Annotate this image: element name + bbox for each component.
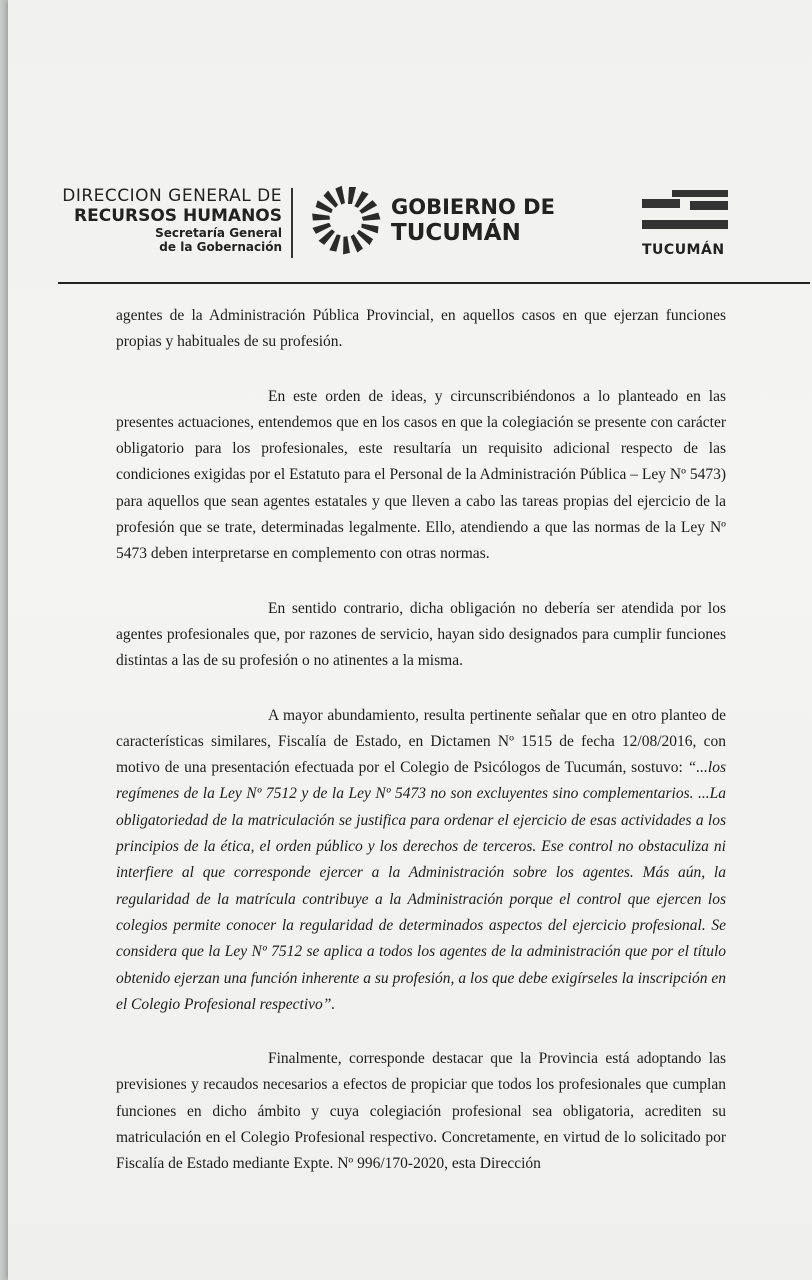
quoted-opinion: “...los regímenes de la Ley Nº 7512 y de la Ley Nº 5473 no son excluyentes sino complementarios. ...La obligatoriedad de la matriculación se justifica para ordenar el ejercicio de esas actividades a los principios de la ética, el orden público y los derechos de terceros. Ese control no obstaculiza ni interfiere al que corresponde ejercer a la Administración sobre los agentes. Más aún, la regularidad de la matrícula contribuye a la Administración porque el control que ejercen los colegios permite conocer la regularidad de determinados aspectos del ejercicio profesional. Se considera que la Ley Nº 7512 se aplica a todos los agentes de la administración que por el título obtenido ejerzan una función inherente a su profesión, a los que debe exigírseles la inscripción en el Colegio Profesional respectivo”. <box>116 759 726 1013</box>
paragraph-1: agentes de la Administración Pública Provincial, en aquellos casos en que ejerzan funciones propias y habituales de su profesión. <box>116 307 726 351</box>
dept-line3: Secretaría General <box>155 226 282 240</box>
paragraph-4-intro: A mayor abundamiento, resulta pertinente señalar que en otro planteo de características similares, Fiscalía de Estado, en Dictamen Nº 1515 de fecha 12/08/2016, con motivo de una presentación efectuada por el Colegio de Psicólogos de Tucumán, sostuvo: <box>116 706 726 777</box>
gov-line2: TUCUMÁN <box>391 220 521 246</box>
letterhead <box>8 180 812 280</box>
paragraph-5: Finalmente, corresponde destacar que la Provincia está adoptando las previsiones y recaudos necesarios a efectos de propiciar que todos los profesionales que cumplan funciones en dicho ámbito y cuya colegiación profesional sea obligatoria, acrediten su matriculación en el Colegio Profesional respectivo. Concretamente, en virtud de lo solicitado por Fiscalía de Estado mediante Expte. Nº 996/170-2020, esta Dirección <box>116 1050 726 1173</box>
brand-wordmark: TUCUMÁN <box>642 242 725 258</box>
dept-line4: de la Gobernación <box>159 240 282 254</box>
department-block <box>62 186 282 254</box>
paragraph-2: En este orden de ideas, y circunscribiéndonos a lo planteado en las presentes actuaciones, entendemos que en los casos en que la colegiación se presente con carácter obligatorio para los profesionales, este resultaría un requisito adicional respecto de las condiciones exigidas por el Estatuto para el Personal de la Administración Pública – Ley Nº 5473) para aquellos que sean agentes estatales y que lleven a cabo las tareas propias del ejercicio de la profesión que se trate, determinadas legalmente. Ello, atendiendo a que las normas de la Ley Nº 5473 deben interpretarse en complemento con otras normas. <box>116 387 726 563</box>
paragraph-4 <box>116 703 726 1019</box>
sun-rays-icon <box>306 184 386 256</box>
gov-line1: GOBIERNO DE <box>391 195 555 219</box>
document-page <box>8 0 812 1280</box>
government-name <box>391 194 555 246</box>
dept-line1: DIRECCION GENERAL DE <box>62 186 282 206</box>
paragraph-3: En sentido contrario, dicha obligación no debería ser atendida por los agentes profesionales que, por razones de servicio, hayan sido designados para cumplir funciones distintas a las de su profesión o no atinentes a la misma. <box>116 599 726 670</box>
header-divider <box>291 188 293 258</box>
dept-line2: RECURSOS HUMANOS <box>74 206 282 226</box>
tucuman-stripes-logo <box>642 190 728 234</box>
header-rule <box>58 282 810 284</box>
document-body <box>116 303 726 1206</box>
